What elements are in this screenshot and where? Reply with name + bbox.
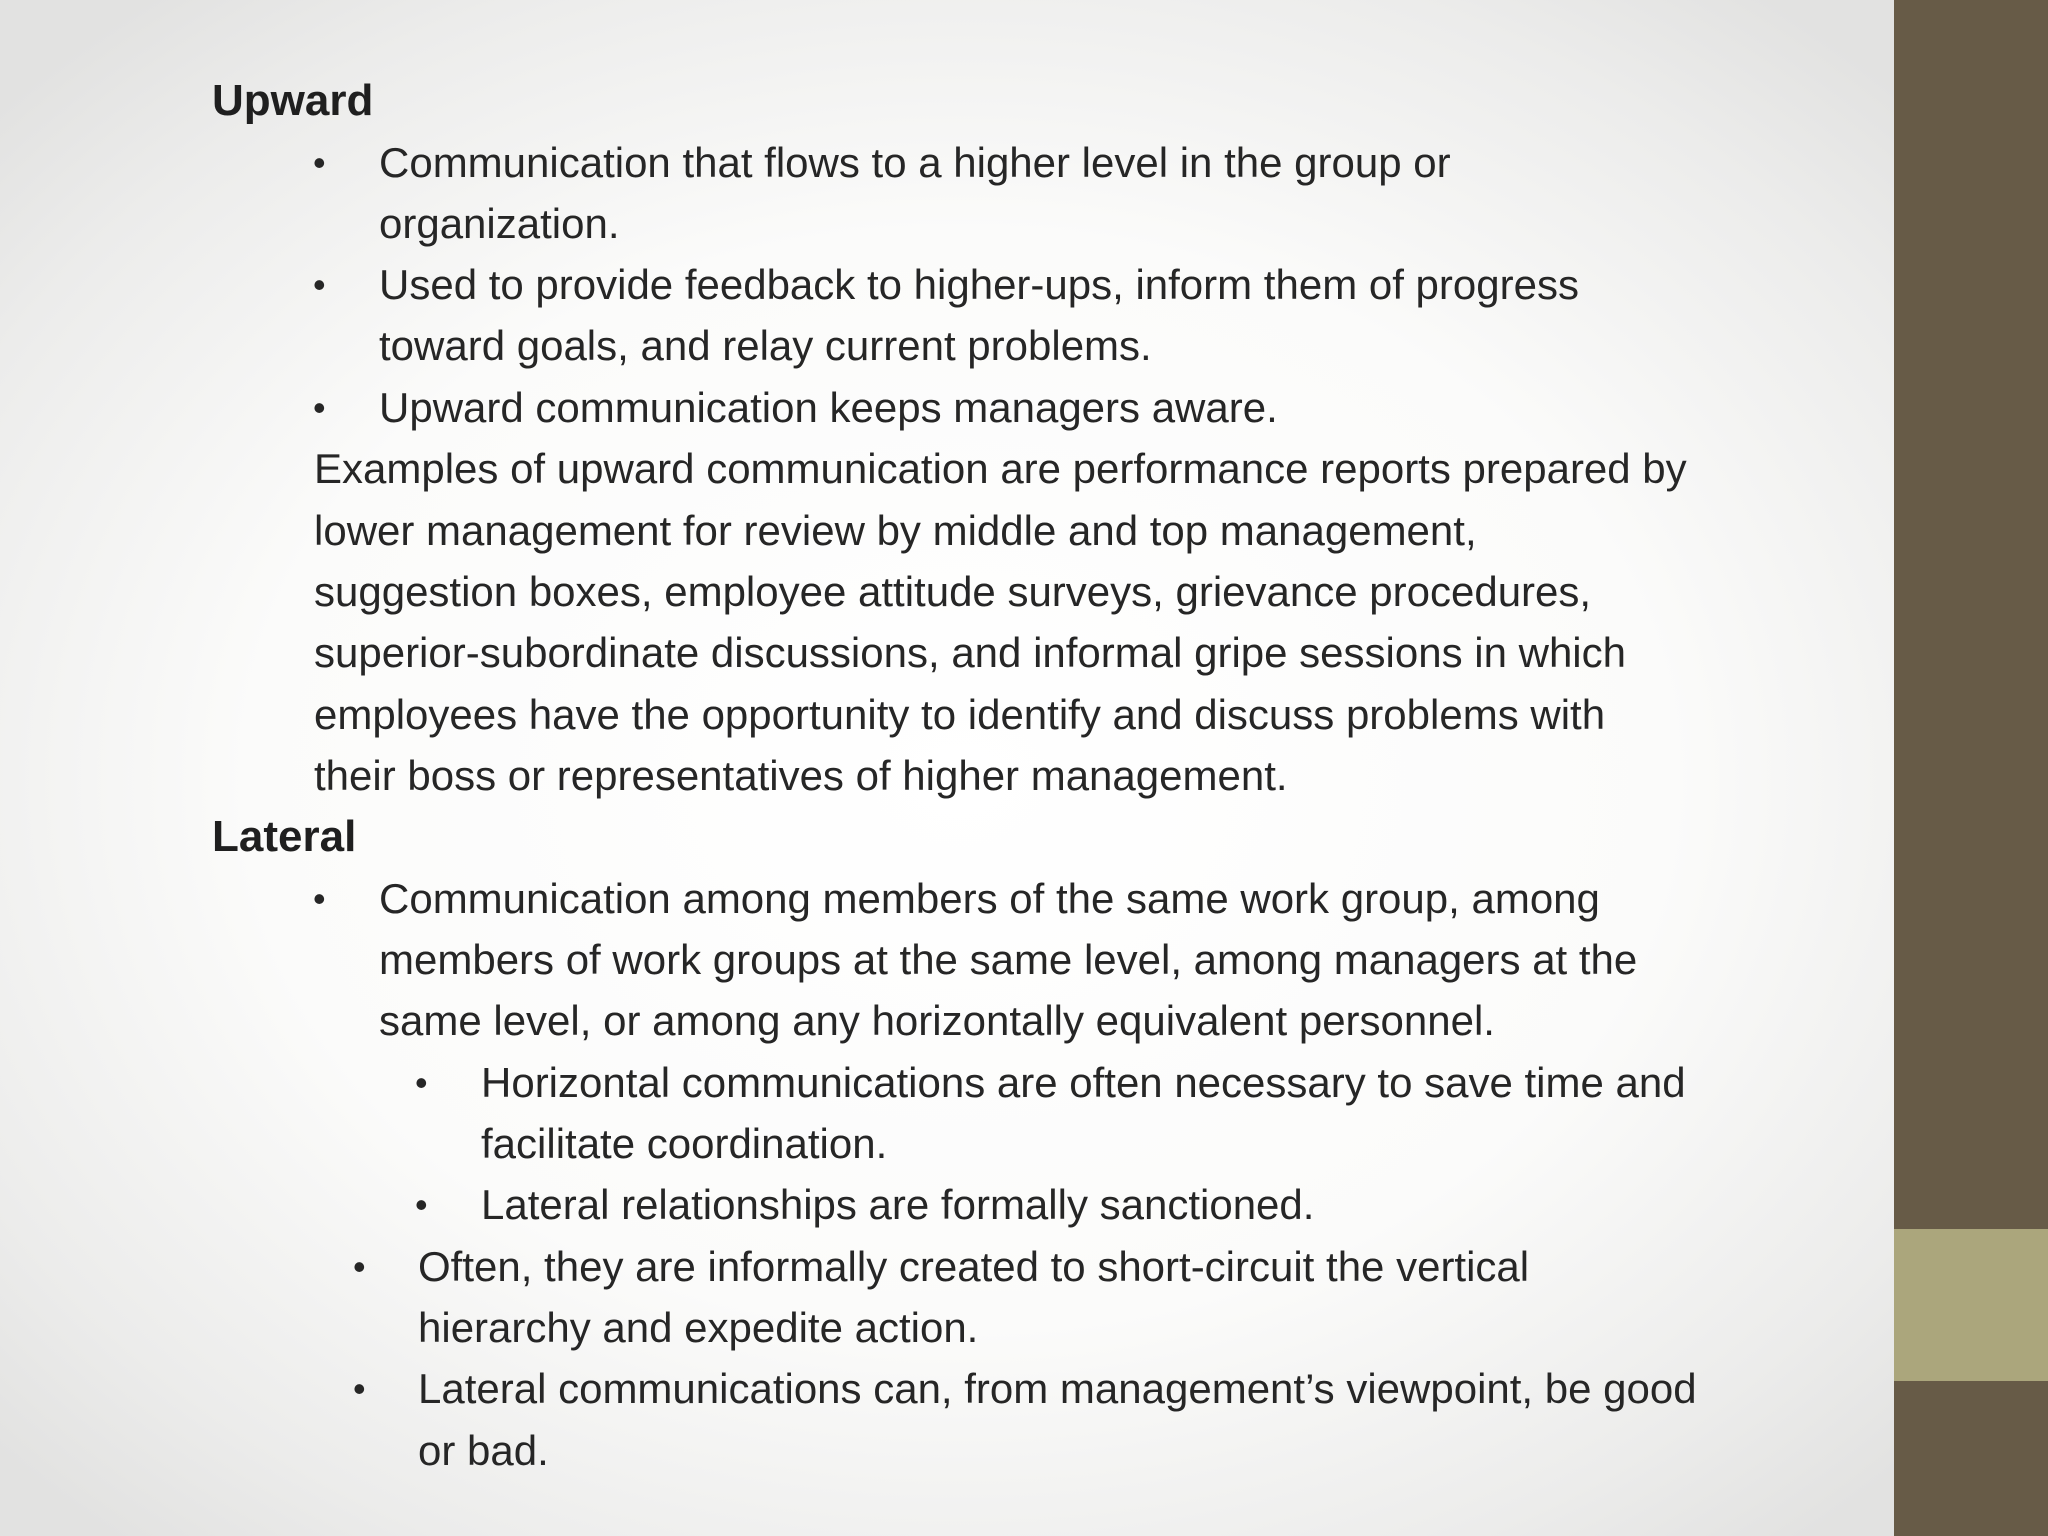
- section-heading-upward: Upward: [212, 76, 374, 125]
- paragraph-line: their boss or representatives of higher management.: [314, 752, 1288, 799]
- paragraph-line: employees have the opportunity to identify and discuss problems with: [314, 691, 1606, 738]
- bullet-marker: •: [313, 387, 326, 428]
- bullet-marker: •: [353, 1368, 366, 1409]
- bullet-text: members of work groups at the same level, among managers at the: [379, 936, 1638, 983]
- section-heading-lateral: Lateral: [212, 812, 357, 861]
- bullet-text: same level, or among any horizontally equivalent personnel.: [379, 997, 1495, 1044]
- bullet-text: toward goals, and relay current problems.: [379, 322, 1152, 369]
- bullet-text: or bad.: [418, 1427, 549, 1474]
- paragraph-line: superior-subordinate discussions, and informal gripe sessions in which: [314, 629, 1626, 676]
- paragraph-line: lower management for review by middle and top management,: [314, 507, 1477, 554]
- bullet-text: Communication among members of the same work group, among: [379, 875, 1600, 922]
- side-accent-decoration: [1894, 1229, 2048, 1381]
- paragraph-line: Examples of upward communication are performance reports prepared by: [314, 445, 1687, 492]
- sub-bullet-marker: •: [415, 1184, 428, 1225]
- bullet-text: Upward communication keeps managers aware.: [379, 384, 1278, 431]
- bullet-text: Used to provide feedback to higher-ups, inform them of progress: [379, 261, 1579, 308]
- bullet-text: Communication that flows to a higher level in the group or: [379, 139, 1451, 186]
- sub-bullet-text: facilitate coordination.: [481, 1120, 888, 1167]
- bullet-marker: •: [313, 878, 326, 919]
- bullet-text: hierarchy and expedite action.: [418, 1304, 979, 1351]
- bullet-marker: •: [313, 264, 326, 305]
- paragraph-line: suggestion boxes, employee attitude surveys, grievance procedures,: [314, 568, 1592, 615]
- bullet-marker: •: [313, 142, 326, 183]
- sub-bullet-marker: •: [415, 1062, 428, 1103]
- bullet-text: organization.: [379, 200, 620, 247]
- bullet-text: Lateral communications can, from management’s viewpoint, be good: [418, 1365, 1697, 1412]
- sub-bullet-text: Horizontal communications are often necessary to save time and: [481, 1059, 1686, 1106]
- bullet-marker: •: [353, 1246, 366, 1287]
- bullet-text: Often, they are informally created to short-circuit the vertical: [418, 1243, 1530, 1290]
- sub-bullet-text: Lateral relationships are formally sanctioned.: [481, 1181, 1315, 1228]
